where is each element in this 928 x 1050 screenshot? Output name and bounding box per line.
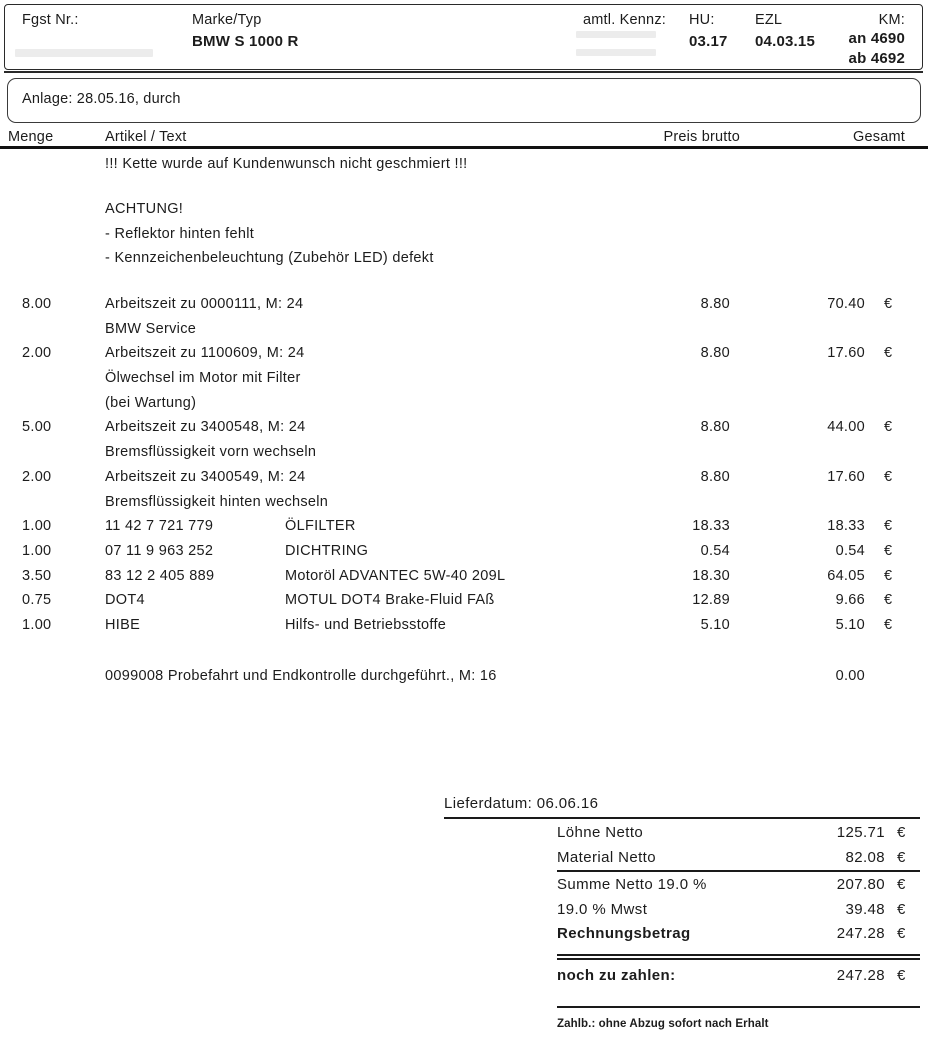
item-table — [0, 296, 928, 642]
price-cell: 8.80 — [700, 419, 730, 436]
qty-cell: 1.00 — [22, 542, 52, 559]
table-row — [0, 370, 928, 395]
qty-cell: 8.00 — [22, 296, 52, 312]
lieferdatum-underline — [444, 817, 920, 819]
qty-cell: 3.50 — [22, 567, 52, 584]
redacted-plate-2 — [576, 49, 656, 56]
loehne-netto-value: 125.71 — [836, 824, 885, 841]
total-double-line-bottom — [557, 958, 920, 960]
artikel-cell: 83 12 2 405 889 — [105, 567, 215, 584]
lieferdatum-text: Lieferdatum: 06.06.16 — [444, 795, 599, 812]
col-header-artikel: Artikel / Text — [105, 129, 187, 145]
col-header-menge: Menge — [8, 129, 54, 145]
euro-currency: € — [884, 518, 893, 535]
notice-achtung: ACHTUNG! — [105, 201, 184, 217]
qty-cell: 1.00 — [22, 616, 52, 633]
table-row — [0, 469, 928, 494]
total-cell: 70.40 — [827, 296, 865, 312]
euro-currency: € — [897, 824, 906, 841]
euro-currency: € — [897, 849, 906, 866]
price-cell: 12.89 — [692, 592, 730, 609]
desc-cell: ÖLFILTER — [285, 518, 356, 535]
artikel-cell: Arbeitszeit zu 1100609, M: 24 — [105, 345, 305, 362]
table-row — [0, 518, 928, 543]
desc-cell: Motoröl ADVANTEC 5W-40 209L — [285, 567, 506, 584]
price-cell: 8.80 — [700, 345, 730, 362]
artikel-cell: DOT4 — [105, 592, 145, 609]
total-cell: 64.05 — [827, 567, 865, 584]
redacted-vin — [15, 49, 153, 57]
table-row — [0, 592, 928, 617]
table-row — [0, 617, 928, 642]
price-cell: 8.80 — [700, 468, 730, 485]
material-netto-value: 82.08 — [845, 849, 885, 866]
qty-cell: 2.00 — [22, 345, 52, 362]
table-row — [0, 345, 928, 370]
km-label: KM: — [878, 12, 905, 28]
marke-label: Marke/Typ — [192, 12, 262, 28]
ezl-label: EZL — [755, 12, 783, 28]
table-row — [0, 444, 928, 469]
artikel-cell: 11 42 7 721 779 — [105, 518, 214, 535]
table-row — [0, 568, 928, 593]
desc-cell: MOTUL DOT4 Brake-Fluid FAß — [285, 592, 495, 609]
euro-currency: € — [884, 567, 893, 584]
col-header-preis: Preis brutto — [663, 129, 740, 145]
kennz-label: amtl. Kennz: — [583, 12, 666, 28]
euro-currency: € — [884, 468, 893, 485]
rechnungsbetrag-value: 247.28 — [836, 925, 885, 942]
hu-label: HU: — [689, 12, 715, 28]
artikel-cell: Arbeitszeit zu 3400549, M: 24 — [105, 468, 306, 485]
zahlungsbedingung-text: Zahlb.: ohne Abzug sofort nach Erhalt — [557, 1018, 769, 1030]
price-cell: 0.54 — [700, 542, 730, 559]
qty-cell: 1.00 — [22, 518, 52, 535]
euro-currency: € — [884, 542, 893, 559]
footer-line — [557, 1006, 920, 1008]
mwst-value: 39.48 — [845, 901, 885, 918]
fgst-label: Fgst Nr.: — [22, 12, 79, 28]
marke-value: BMW S 1000 R — [192, 33, 299, 50]
price-cell: 8.80 — [700, 296, 730, 312]
artikel-cell: HIBE — [105, 616, 141, 633]
table-row — [0, 321, 928, 346]
total-cell: 9.66 — [835, 592, 865, 609]
price-cell: 18.30 — [692, 567, 730, 584]
noch-zu-zahlen-value: 247.28 — [836, 967, 885, 984]
artikel-cell: Bremsflüssigkeit vorn wechseln — [105, 444, 317, 461]
mwst-label: 19.0 % Mwst — [557, 901, 648, 918]
euro-currency: € — [884, 592, 893, 609]
euro-currency: € — [884, 616, 893, 633]
netto-separator-line — [557, 870, 920, 872]
table-row — [0, 395, 928, 420]
total-cell: 44.00 — [827, 419, 865, 436]
notice-reflektor: - Reflektor hinten fehlt — [105, 226, 255, 242]
total-double-line-top — [557, 954, 920, 956]
euro-currency: € — [884, 345, 893, 362]
table-row — [0, 494, 928, 519]
desc-cell: Hilfs- und Betriebsstoffe — [285, 616, 447, 633]
artikel-cell: Bremsflüssigkeit hinten wechseln — [105, 493, 329, 510]
summe-netto-value: 207.80 — [836, 876, 885, 893]
material-netto-label: Material Netto — [557, 849, 656, 866]
notice-kette: !!! Kette wurde auf Kundenwunsch nicht geschmiert !!! — [105, 156, 468, 172]
euro-currency: € — [897, 876, 906, 893]
euro-currency: € — [897, 967, 906, 984]
artikel-cell: Ölwechsel im Motor mit Filter — [105, 370, 301, 387]
col-header-gesamt: Gesamt — [853, 129, 905, 145]
rechnungsbetrag-label: Rechnungsbetrag — [557, 925, 691, 942]
artikel-cell: Arbeitszeit zu 3400548, M: 24 — [105, 419, 306, 436]
euro-currency: € — [897, 901, 906, 918]
km-an-value: an 4690 — [848, 30, 905, 47]
table-row — [0, 543, 928, 568]
total-cell: 5.10 — [835, 616, 865, 633]
price-cell: 5.10 — [700, 616, 730, 633]
redacted-plate-1 — [576, 31, 656, 38]
table-row — [0, 419, 928, 444]
qty-cell: 5.00 — [22, 419, 52, 436]
price-cell: 18.33 — [692, 518, 730, 535]
loehne-netto-label: Löhne Netto — [557, 824, 644, 841]
artikel-cell: BMW Service — [105, 320, 197, 337]
anlage-text: Anlage: 28.05.16, durch — [22, 91, 181, 107]
desc-cell: DICHTRING — [285, 542, 369, 559]
total-cell: 17.60 — [827, 345, 865, 362]
probefahrt-text: 0099008 Probefahrt und Endkontrolle durchgeführt., M: 16 — [105, 668, 497, 684]
artikel-cell: (bei Wartung) — [105, 394, 197, 411]
header-divider-line — [4, 71, 923, 73]
total-cell: 0.54 — [835, 542, 865, 559]
qty-cell: 2.00 — [22, 468, 52, 485]
noch-zu-zahlen-label: noch zu zahlen: — [557, 967, 676, 984]
hu-value: 03.17 — [689, 33, 728, 50]
table-row — [0, 296, 928, 321]
notice-kennzeichen: - Kennzeichenbeleuchtung (Zubehör LED) defekt — [105, 250, 434, 266]
km-ab-value: ab 4692 — [848, 50, 905, 67]
table-header-line — [0, 146, 928, 149]
euro-currency: € — [897, 925, 906, 942]
ezl-value: 04.03.15 — [755, 33, 815, 50]
total-cell: 17.60 — [827, 468, 865, 485]
artikel-cell: Arbeitszeit zu 0000111, M: 24 — [105, 296, 304, 312]
euro-currency: € — [884, 419, 893, 436]
summe-netto-label: Summe Netto 19.0 % — [557, 876, 707, 893]
euro-currency: € — [884, 296, 893, 312]
artikel-cell: 07 11 9 963 252 — [105, 542, 214, 559]
probefahrt-total: 0.00 — [835, 668, 865, 684]
qty-cell: 0.75 — [22, 592, 52, 609]
total-cell: 18.33 — [827, 518, 865, 535]
